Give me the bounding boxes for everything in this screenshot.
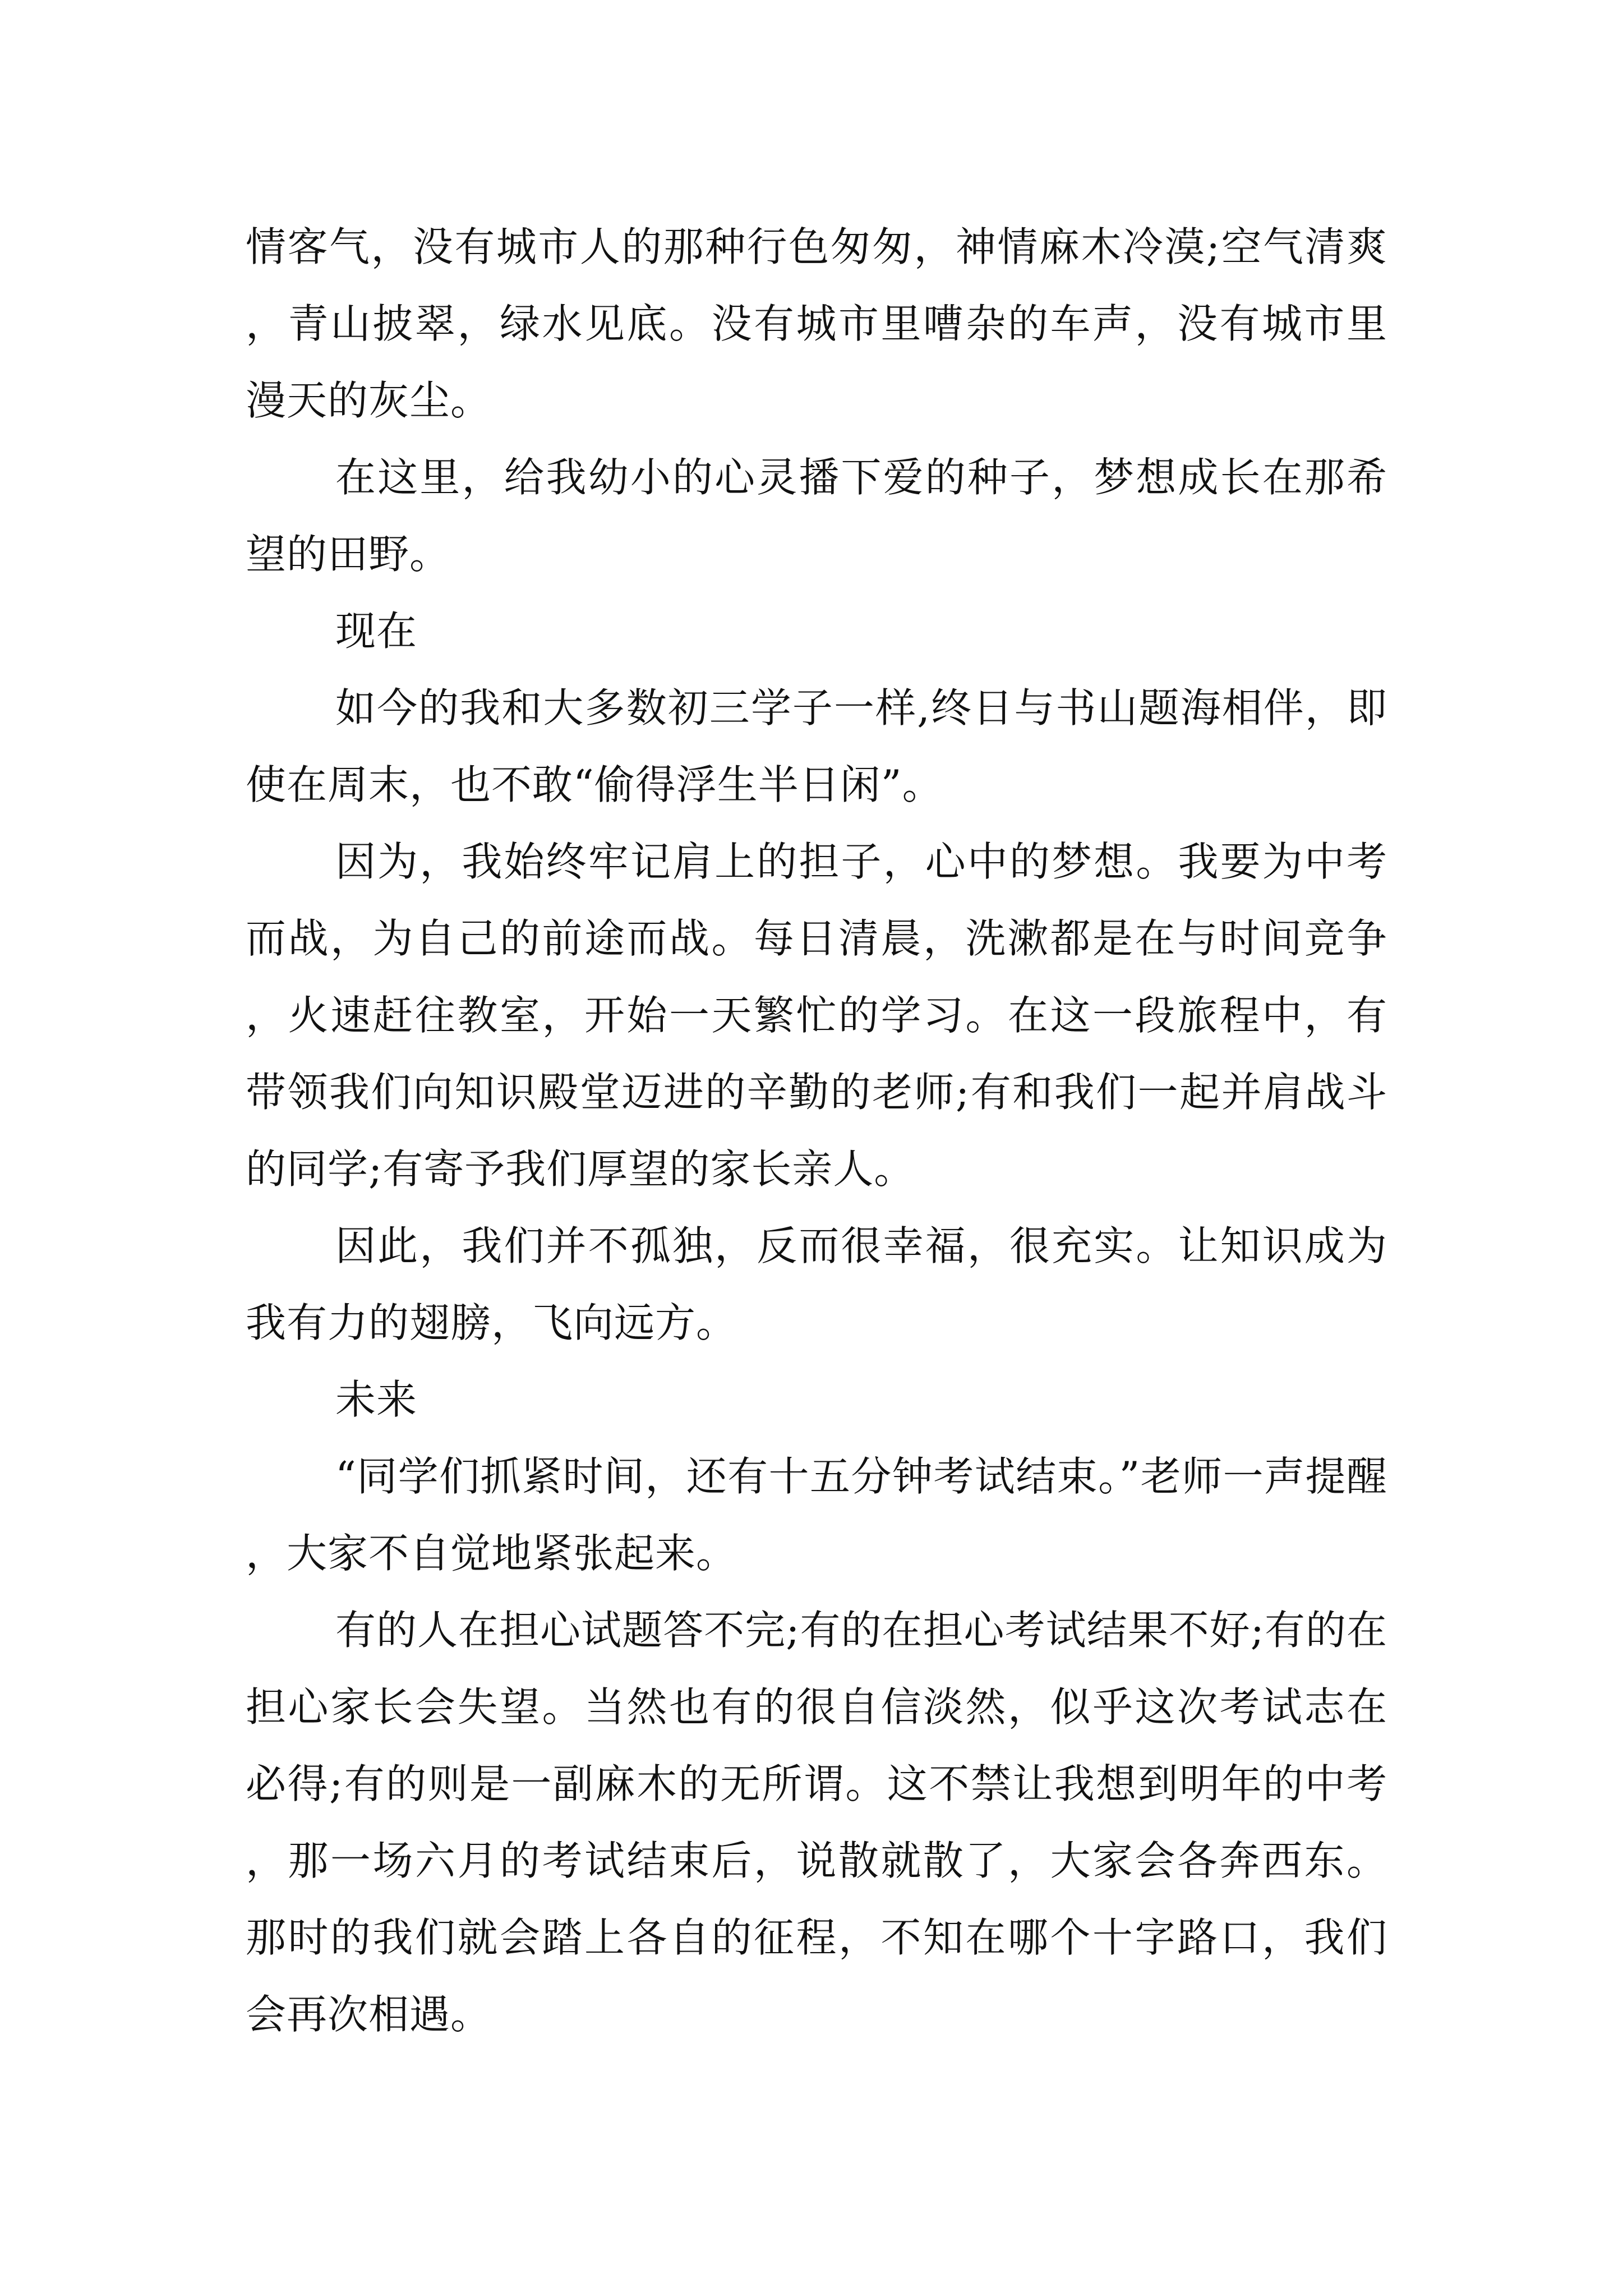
section-heading-now: 现在 [335, 608, 418, 655]
paragraph-study-life: 如今的我和大多数初三学子一样,终日与书山题海相伴，即使在周末，也不敢“偷得浮生半日闲”。 [246, 684, 1387, 808]
paragraph-exam-reminder: “同学们抓紧时间，还有十五分钟考试结束。”老师一声提醒，大家不自觉地紧张起来。 [246, 1453, 1387, 1577]
paragraph-dream-and-effort: 因为，我始终牢记肩上的担子，心中的梦想。我要为中考而战，为自己的前途而战。每日清晨，洗漱都是在与时间竞争，火速赶往教室，开始一天繁忙的学习。在这一段旅程中，有带领我们向知识殿堂迈进的辛勤的老师;有和我们一起并肩战斗的同学;有寄予我们厚望的家长亲人。 [246, 838, 1387, 1193]
section-heading-future: 未来 [335, 1376, 418, 1423]
document-body [246, 209, 1387, 2053]
paragraph-seed-of-love: 在这里，给我幼小的心灵播下爱的种子，梦想成长在那希望的田野。 [246, 454, 1387, 578]
paragraph-continuation: 情客气，没有城市人的那种行色匆匆，神情麻木冷漠;空气清爽，青山披翠，绿水见底。没有城市里嘈杂的车声，没有城市里漫天的灰尘。 [246, 223, 1387, 424]
paragraph-exam-feelings: 有的人在担心试题答不完;有的在担心考试结果不好;有的在担心家长会失望。当然也有的很自信淡然，似乎这次考试志在必得;有的则是一副麻木的无所谓。这不禁让我想到明年的中考，那一场六月的考试结束后，说散就散了，大家会各奔西东。那时的我们就会踏上各自的征程，不知在哪个十字路口，我们会再次相遇。 [246, 1607, 1387, 2038]
paragraph-not-alone: 因此，我们并不孤独，反而很幸福，很充实。让知识成为我有力的翅膀，飞向远方。 [246, 1222, 1387, 1346]
